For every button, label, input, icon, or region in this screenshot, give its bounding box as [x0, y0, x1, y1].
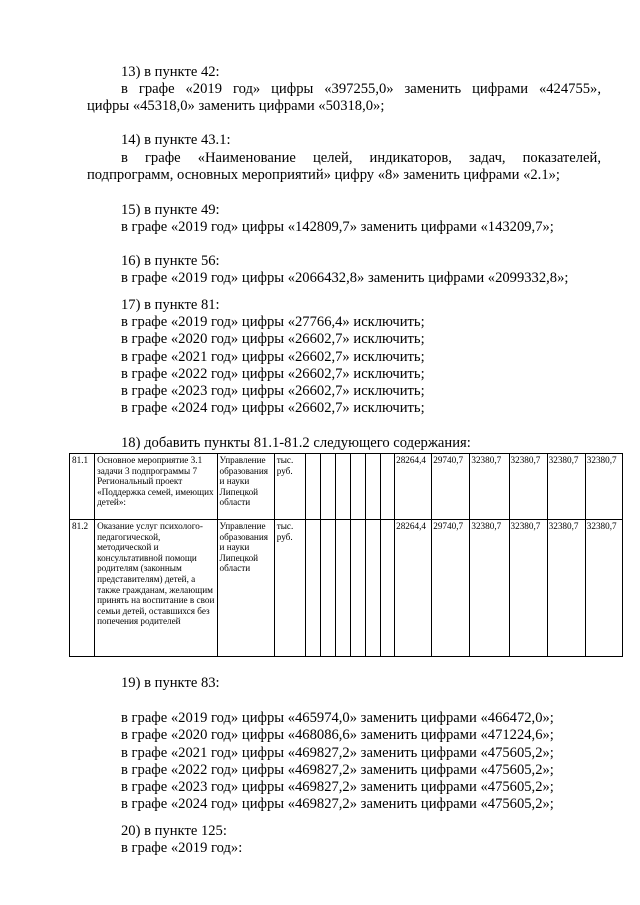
value-cell: 32380,7 [509, 454, 547, 520]
empty-cell [335, 520, 350, 657]
row-number: 81.2 [70, 520, 95, 657]
item-17-line: в графе «2020 год» цифры «26602,7» исключить; [121, 331, 425, 347]
added-items-table [69, 453, 623, 657]
row-number: 81.1 [70, 454, 95, 520]
item-16-heading: 16) в пункте 56: [121, 253, 220, 269]
item-17-line: в графе «2021 год» цифры «26602,7» исключить; [121, 349, 425, 365]
value-cell: 28264,4 [395, 520, 432, 657]
item-17-line: в графе «2023 год» цифры «26602,7» исключить; [121, 383, 425, 399]
item-19-line: в графе «2019 год» цифры «465974,0» заменить цифрами «466472,0»; [121, 710, 554, 726]
item-17-heading: 17) в пункте 81: [121, 297, 220, 313]
table-row [70, 520, 623, 657]
row-unit: тыс. руб. [274, 454, 305, 520]
item-14-line-2: подпрограмм, основных мероприятий» цифру «8» заменить цифрами «2.1»; [87, 167, 560, 183]
value-cell: 28264,4 [395, 454, 432, 520]
empty-cell [350, 520, 365, 657]
item-14-heading: 14) в пункте 43.1: [121, 132, 231, 148]
item-13-line-1: в графе «2019 год» цифры «397255,0» заменить цифрами «424755», [121, 81, 601, 97]
value-cell: 29740,7 [432, 520, 470, 657]
row-organization: Управление образования и науки Липецкой области [217, 454, 274, 520]
empty-cell [320, 454, 335, 520]
item-16-line-1: в графе «2019 год» цифры «2066432,8» заменить цифрами «2099332,8»; [121, 270, 569, 286]
value-cell: 32380,7 [470, 520, 509, 657]
empty-cell [335, 454, 350, 520]
item-19-line: в графе «2021 год» цифры «469827,2» заменить цифрами «475605,2»; [121, 745, 554, 761]
value-cell: 32380,7 [547, 454, 585, 520]
empty-cell [320, 520, 335, 657]
table-row [70, 454, 623, 520]
item-13-heading: 13) в пункте 42: [121, 64, 220, 80]
value-cell: 32380,7 [470, 454, 509, 520]
item-20-heading: 20) в пункте 125: [121, 823, 227, 839]
item-19-line: в графе «2023 год» цифры «469827,2» заменить цифрами «475605,2»; [121, 779, 554, 795]
value-cell: 32380,7 [585, 520, 622, 657]
item-15-heading: 15) в пункте 49: [121, 202, 220, 218]
empty-cell [381, 520, 395, 657]
item-19-line: в графе «2024 год» цифры «469827,2» заменить цифрами «475605,2»; [121, 796, 554, 812]
value-cell: 32380,7 [509, 520, 547, 657]
item-19-line: в графе «2022 год» цифры «469827,2» заменить цифрами «475605,2»; [121, 762, 554, 778]
empty-cell [381, 454, 395, 520]
row-unit: тыс. руб. [274, 520, 305, 657]
row-organization: Управление образования и науки Липецкой области [217, 520, 274, 657]
value-cell: 29740,7 [432, 454, 470, 520]
value-cell: 32380,7 [585, 454, 622, 520]
item-14-line-1: в графе «Наименование целей, индикаторов, задач, показателей, [121, 150, 601, 166]
row-name: Оказание услуг психолого-педагогической, методической и консультативной помощи родителям (законным представителям) детей, а также гражданам, желающим принять на воспитание в свои семьи детей, оставшихся без попечения родителей [95, 520, 217, 657]
item-17-line: в графе «2019 год» цифры «27766,4» исключить; [121, 314, 425, 330]
empty-cell [350, 454, 365, 520]
empty-cell [366, 454, 381, 520]
item-18-heading: 18) добавить пункты 81.1-81.2 следующего содержания: [121, 435, 471, 451]
row-name: Основное мероприятие 3.1 задачи 3 подпрограммы 7 Региональный проект «Поддержка семей, имеющих детей»: [95, 454, 217, 520]
item-15-line-1: в графе «2019 год» цифры «142809,7» заменить цифрами «143209,7»; [121, 219, 554, 235]
empty-cell [366, 520, 381, 657]
item-19-line: в графе «2020 год» цифры «468086,6» заменить цифрами «471224,6»; [121, 727, 554, 743]
item-17-line: в графе «2022 год» цифры «26602,7» исключить; [121, 366, 425, 382]
item-13-line-2: цифры «45318,0» заменить цифрами «50318,0»; [87, 98, 385, 114]
item-20-line-1: в графе «2019 год»: [121, 840, 243, 856]
item-19-heading: 19) в пункте 83: [121, 675, 220, 691]
item-17-line: в графе «2024 год» цифры «26602,7» исключить; [121, 400, 425, 416]
empty-cell [305, 454, 320, 520]
empty-cell [305, 520, 320, 657]
value-cell: 32380,7 [547, 520, 585, 657]
